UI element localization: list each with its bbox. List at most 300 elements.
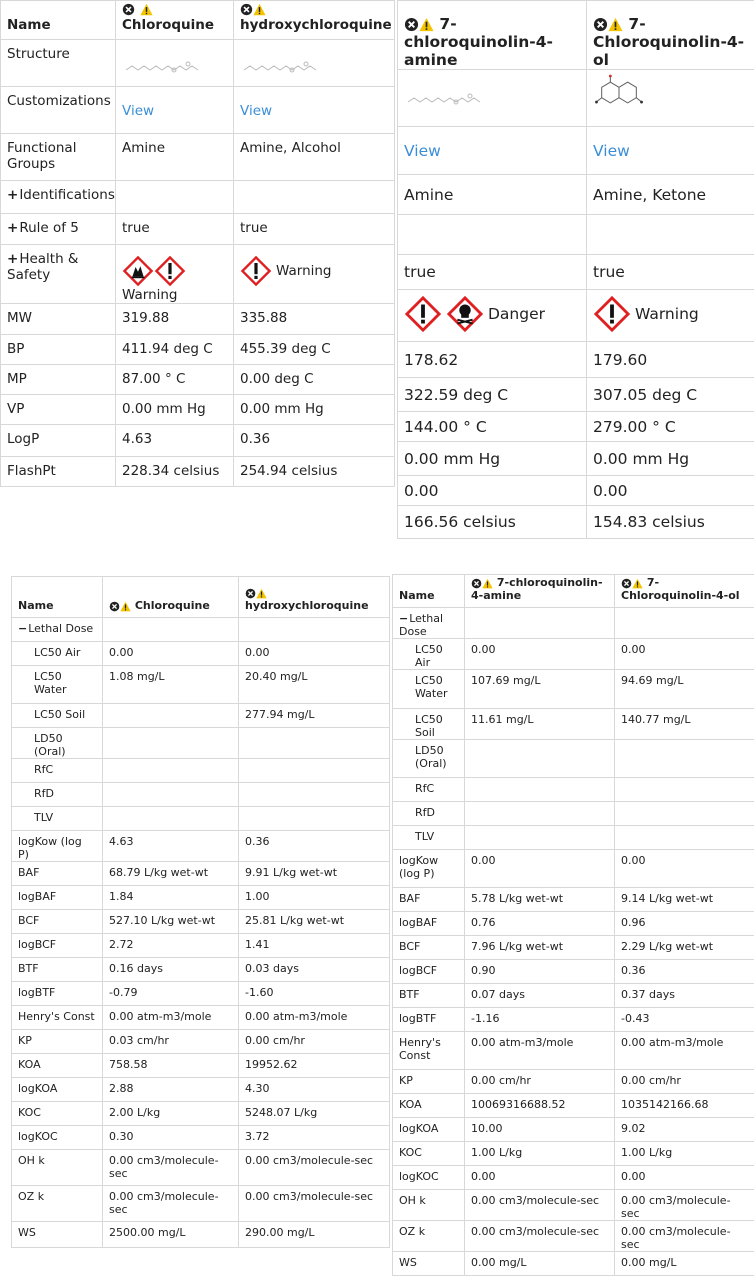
bottom-right-comparison-panel <box>392 574 754 1263</box>
value-cell <box>465 778 615 802</box>
value-cell <box>615 936 754 960</box>
value-cell <box>615 1221 754 1252</box>
value-cell <box>465 608 615 639</box>
value-cell <box>103 1186 239 1222</box>
row-label-cell-btf <box>393 984 465 1008</box>
value-cell <box>465 1221 615 1252</box>
value-cell <box>234 40 395 87</box>
value-cell-text: 0.00 cm3/molecule-sec <box>471 1225 599 1238</box>
value-cell-text: 758.58 <box>109 1058 148 1071</box>
value-cell <box>116 425 234 457</box>
value-cell <box>239 1006 390 1030</box>
table-row <box>1 365 395 395</box>
expand-toggle[interactable]: + <box>7 220 18 236</box>
compound-name: 7-Chloroquinolin-4-ol <box>621 576 740 602</box>
row-label-cell-koc <box>393 1142 465 1166</box>
table-row <box>393 936 754 960</box>
value-cell-text: 2500.00 mg/L <box>109 1226 186 1239</box>
remove-circle-icon[interactable] <box>621 578 632 589</box>
value-cell-text: Amine, Alcohol <box>240 140 341 156</box>
value-cell <box>615 1190 754 1221</box>
row-label-cell-logkow-log-p <box>393 850 465 888</box>
value-cell <box>587 442 754 476</box>
value-cell <box>116 335 234 365</box>
row-label: BCF <box>18 914 39 927</box>
value-cell <box>398 215 587 255</box>
table-row <box>12 728 390 759</box>
table-row <box>1 87 395 134</box>
value-cell <box>465 1118 615 1142</box>
table-row <box>12 1102 390 1126</box>
row-label: OZ k <box>399 1225 425 1238</box>
row-label: logBAF <box>399 916 437 929</box>
top-right-table <box>397 0 754 539</box>
table-row <box>12 862 390 886</box>
value-cell <box>239 807 390 831</box>
value-cell-text: 0.00 <box>404 482 439 500</box>
value-cell-text: 0.00 cm3/molecule-sec <box>471 1194 599 1207</box>
value-cell <box>465 670 615 709</box>
row-label-cell-koc <box>12 1102 103 1126</box>
value-cell <box>239 783 390 807</box>
bottom-left-comparison-panel <box>11 576 389 1257</box>
value-cell <box>103 1102 239 1126</box>
value-cell-text: 9.91 L/kg wet-wt <box>245 866 337 879</box>
value-cell-text: 11.61 mg/L <box>471 713 534 726</box>
value-cell-text: 178.62 <box>404 351 458 369</box>
value-cell <box>465 960 615 984</box>
compound-name: 7-chloroquinolin-4-amine <box>471 576 603 602</box>
table-row <box>12 666 390 704</box>
row-label-cell-logkoc <box>12 1126 103 1150</box>
value-cell-text: 20.40 mg/L <box>245 670 308 683</box>
value-cell-text: 2.72 <box>109 938 134 951</box>
value-cell-text: 0.03 cm/hr <box>109 1034 169 1047</box>
structure-image <box>593 74 645 118</box>
value-cell <box>116 214 234 245</box>
row-label: OH k <box>399 1194 426 1207</box>
value-cell-text: 0.00 cm/hr <box>621 1074 681 1087</box>
value-cell <box>398 127 587 175</box>
compound-name: 7-chloroquinolin-4-amine <box>404 15 553 69</box>
table-row <box>393 1221 754 1252</box>
table-row <box>1 335 395 365</box>
value-cell-text: 455.39 deg C <box>240 341 331 357</box>
value-cell-text: 0.00 cm3/molecule-sec <box>245 1154 373 1167</box>
value-cell <box>615 1008 754 1032</box>
table-row <box>1 425 395 457</box>
value-cell-text: 10.00 <box>471 1122 503 1135</box>
value-cell-text: -1.60 <box>245 986 273 999</box>
value-cell-text: 4.30 <box>245 1082 270 1095</box>
table-row <box>393 888 754 912</box>
value-cell-text: -1.16 <box>471 1012 499 1025</box>
value-cell <box>587 215 754 255</box>
value-cell-text: 107.69 mg/L <box>471 674 541 687</box>
row-label-cell-customizations <box>1 87 116 134</box>
row-label-cell-bcf <box>393 936 465 960</box>
value-cell <box>239 1054 390 1078</box>
value-cell <box>234 134 395 181</box>
value-cell-text: 0.37 days <box>621 988 675 1001</box>
row-label-cell-rule-of-5 <box>1 214 116 245</box>
row-label: RfD <box>415 806 435 819</box>
table-row <box>12 1054 390 1078</box>
table-row <box>393 1070 754 1094</box>
row-label-cell-vp <box>1 395 116 425</box>
name-header-cell <box>393 575 465 608</box>
table-row <box>12 1078 390 1102</box>
row-label-cell-logbcf <box>393 960 465 984</box>
value-cell-text: 0.00 <box>621 1170 646 1183</box>
row-label-cell-logp <box>1 425 116 457</box>
row-label: WS <box>399 1256 417 1269</box>
table-row <box>393 608 754 639</box>
value-cell <box>465 888 615 912</box>
value-cell <box>465 1142 615 1166</box>
value-cell <box>103 666 239 704</box>
value-cell-text: 527.10 L/kg wet-wt <box>109 914 215 927</box>
table-row <box>398 290 754 342</box>
value-cell <box>234 245 395 304</box>
expand-toggle[interactable]: + <box>7 251 18 267</box>
row-label: LD50 (Oral) <box>34 732 66 758</box>
table-row <box>393 670 754 709</box>
table-row <box>398 175 754 215</box>
row-label: OZ k <box>18 1190 44 1203</box>
value-cell <box>103 910 239 934</box>
value-cell-text: 0.00 <box>471 643 496 656</box>
signal-word: Warning <box>635 305 699 323</box>
row-label: KOC <box>399 1146 422 1159</box>
value-cell <box>398 175 587 215</box>
value-cell <box>116 181 234 214</box>
value-cell <box>615 670 754 709</box>
row-label: logKOC <box>18 1130 58 1143</box>
value-cell-text: 0.30 <box>109 1130 134 1143</box>
row-label: LC50 Water <box>415 674 448 700</box>
table-row <box>12 783 390 807</box>
value-cell <box>234 425 395 457</box>
value-cell <box>465 1190 615 1221</box>
row-label: logBAF <box>18 890 56 903</box>
structure-cell <box>398 70 587 127</box>
row-label-cell-logbtf <box>12 982 103 1006</box>
value-cell <box>239 1078 390 1102</box>
row-label: KOA <box>399 1098 422 1111</box>
value-cell <box>239 1222 390 1248</box>
row-label-cell-rfd <box>12 783 103 807</box>
table-row <box>393 1190 754 1221</box>
row-label: KP <box>399 1074 413 1087</box>
row-label: BTF <box>18 962 39 975</box>
value-cell-text: 9.14 L/kg wet-wt <box>621 892 713 905</box>
row-label: LD50 (Oral) <box>415 744 447 770</box>
value-cell <box>239 642 390 666</box>
table-row <box>398 378 754 412</box>
value-cell-text: 7.96 L/kg wet-wt <box>471 940 563 953</box>
remove-circle-icon[interactable] <box>471 578 482 589</box>
remove-circle-icon[interactable] <box>404 17 419 32</box>
collapse-toggle[interactable]: − <box>18 622 27 635</box>
row-label: Health & Safety <box>7 251 78 283</box>
warning-triangle-icon <box>482 578 493 589</box>
value-cell <box>587 290 754 342</box>
value-cell-text: 1.84 <box>109 890 134 903</box>
table-row <box>12 910 390 934</box>
table-row <box>393 639 754 670</box>
row-label-cell-ld50-oral <box>393 740 465 778</box>
value-cell <box>103 728 239 759</box>
value-cell-text: 9.02 <box>621 1122 646 1135</box>
table-row <box>1 134 395 181</box>
compound-header <box>103 577 239 618</box>
value-cell <box>398 476 587 506</box>
value-cell <box>116 457 234 487</box>
table-row <box>1 304 395 335</box>
table-row <box>393 1252 754 1276</box>
row-label-cell-health-safety <box>1 245 116 304</box>
row-label: logBTF <box>399 1012 436 1025</box>
remove-circle-icon[interactable] <box>593 17 608 32</box>
value-cell <box>239 1186 390 1222</box>
table-row <box>12 807 390 831</box>
row-label-cell-kp <box>12 1030 103 1054</box>
row-label-cell-oh-k <box>393 1190 465 1221</box>
value-cell-text: 2.29 L/kg wet-wt <box>621 940 713 953</box>
compound-header-chloroquine <box>116 1 234 40</box>
value-cell-text: 0.00 <box>471 1170 496 1183</box>
bottom-left-table <box>11 576 390 1248</box>
value-cell-text: 335.88 <box>240 310 287 326</box>
value-cell <box>615 826 754 850</box>
row-label: WS <box>18 1226 36 1239</box>
structure-image <box>404 88 484 108</box>
view-link[interactable]: View <box>240 103 272 119</box>
value-cell-text: 166.56 celsius <box>404 513 516 531</box>
name-header: Name <box>399 589 435 602</box>
row-label-cell-logkow-log-p <box>12 831 103 862</box>
remove-circle-icon[interactable] <box>245 588 256 599</box>
row-label: Functional Groups <box>7 140 76 172</box>
row-label-cell-ws <box>12 1222 103 1248</box>
expand-toggle[interactable]: + <box>7 187 18 203</box>
row-label: VP <box>7 401 24 417</box>
row-label: Customizations <box>7 93 111 109</box>
row-label: Henry's Const <box>399 1036 441 1062</box>
value-cell <box>239 1126 390 1150</box>
row-label: logKow (log P) <box>18 835 82 861</box>
value-cell-text: 0.96 <box>621 916 646 929</box>
value-cell-text: 140.77 mg/L <box>621 713 691 726</box>
value-cell <box>465 984 615 1008</box>
value-cell-text: 87.00 ° C <box>122 371 185 387</box>
value-cell-text: true <box>593 263 625 281</box>
row-label-cell-rfc <box>12 759 103 783</box>
warning-triangle-icon <box>253 3 266 16</box>
value-cell-text: 2.88 <box>109 1082 134 1095</box>
value-cell-text: 279.00 ° C <box>593 418 676 436</box>
value-cell <box>615 1118 754 1142</box>
value-cell-text: 0.00 mm Hg <box>122 401 206 417</box>
value-cell <box>615 639 754 670</box>
ghs-skull-icon <box>446 295 484 333</box>
table-row <box>12 958 390 982</box>
row-label: BAF <box>399 892 420 905</box>
value-cell <box>103 886 239 910</box>
warning-triangle-icon <box>608 17 623 32</box>
compound-name: hydroxychloroquine <box>245 599 369 612</box>
row-label: BAF <box>18 866 39 879</box>
value-cell-text: 1.00 L/kg <box>621 1146 672 1159</box>
value-cell-text: 319.88 <box>122 310 169 326</box>
table-row <box>393 1142 754 1166</box>
value-cell <box>465 1008 615 1032</box>
value-cell <box>234 365 395 395</box>
value-cell <box>398 378 587 412</box>
value-cell <box>103 807 239 831</box>
row-label: MP <box>7 371 27 387</box>
table-row <box>1 395 395 425</box>
value-cell <box>465 1166 615 1190</box>
table-row <box>1 214 395 245</box>
row-label: logKow (log P) <box>399 854 438 880</box>
value-cell <box>587 476 754 506</box>
value-cell <box>465 1070 615 1094</box>
row-label-cell-bp <box>1 335 116 365</box>
value-cell <box>398 255 587 290</box>
row-label: TLV <box>415 830 434 843</box>
table-row <box>12 831 390 862</box>
value-cell <box>615 1252 754 1276</box>
value-cell-text: 0.00 <box>471 854 496 867</box>
value-cell <box>239 1030 390 1054</box>
value-cell <box>239 1150 390 1186</box>
value-cell <box>587 255 754 290</box>
name-header-cell <box>12 577 103 618</box>
structure-image <box>122 56 202 76</box>
table-row <box>1 181 395 214</box>
value-cell-text: 94.69 mg/L <box>621 674 684 687</box>
row-label: KOA <box>18 1058 41 1071</box>
signal-word: Danger <box>488 305 545 323</box>
value-cell <box>465 1032 615 1070</box>
value-cell <box>103 704 239 728</box>
value-cell <box>103 1222 239 1248</box>
table-row <box>393 912 754 936</box>
row-label-cell-mw <box>1 304 116 335</box>
warning-triangle-icon <box>120 601 131 612</box>
remove-circle-icon[interactable] <box>122 3 135 16</box>
compound-header <box>465 575 615 608</box>
name-header: Name <box>18 599 54 612</box>
view-link[interactable]: View <box>593 142 630 160</box>
row-label-cell-ws <box>393 1252 465 1276</box>
value-cell <box>587 127 754 175</box>
value-cell-text: 228.34 celsius <box>122 463 219 479</box>
row-label: BCF <box>399 940 420 953</box>
value-cell <box>116 87 234 134</box>
compound-name: hydroxychloroquine <box>240 17 392 33</box>
value-cell <box>465 826 615 850</box>
value-cell-text: 68.79 L/kg wet-wt <box>109 866 208 879</box>
row-label: FlashPt <box>7 463 56 479</box>
view-link[interactable]: View <box>404 142 441 160</box>
table-row <box>398 127 754 175</box>
row-label-cell-logkoc <box>393 1166 465 1190</box>
row-label-cell-kp <box>393 1070 465 1094</box>
table-row <box>393 740 754 778</box>
row-label-cell-logbaf <box>12 886 103 910</box>
value-cell <box>239 666 390 704</box>
value-cell-text: 0.90 <box>471 964 496 977</box>
value-cell <box>587 378 754 412</box>
value-cell <box>239 759 390 783</box>
value-cell <box>587 412 754 442</box>
value-cell-text: 0.00 cm3/molecule-sec <box>109 1154 219 1180</box>
row-label-cell-structure <box>1 40 116 87</box>
row-label: LogP <box>7 431 39 447</box>
value-cell <box>239 862 390 886</box>
value-cell <box>234 87 395 134</box>
value-cell <box>465 850 615 888</box>
row-label: BP <box>7 341 24 357</box>
ghs-exclamation-icon <box>240 255 272 287</box>
view-link[interactable]: View <box>122 103 154 119</box>
value-cell <box>103 982 239 1006</box>
value-cell <box>234 335 395 365</box>
table-row <box>1 40 395 87</box>
value-cell-text: 0.00 mg/L <box>621 1256 677 1269</box>
value-cell <box>116 40 234 87</box>
value-cell <box>103 934 239 958</box>
value-cell <box>239 1102 390 1126</box>
row-label-cell-identifications <box>1 181 116 214</box>
value-cell <box>615 1166 754 1190</box>
value-cell <box>103 1078 239 1102</box>
name-header: Name <box>7 17 51 33</box>
value-cell-text: 0.00 atm-m3/mole <box>245 1010 347 1023</box>
compound-name: Chloroquine <box>135 599 210 612</box>
row-label-cell-lc50-water <box>12 666 103 704</box>
value-cell <box>587 506 754 539</box>
value-cell <box>239 704 390 728</box>
row-label-cell-lc50-soil <box>12 704 103 728</box>
table-row <box>12 1222 390 1248</box>
value-cell <box>615 1070 754 1094</box>
value-cell-text: 0.16 days <box>109 962 163 975</box>
value-cell <box>103 1030 239 1054</box>
value-cell <box>615 802 754 826</box>
value-cell <box>398 342 587 378</box>
value-cell-text: 411.94 deg C <box>122 341 213 357</box>
table-row <box>393 778 754 802</box>
collapse-toggle[interactable]: − <box>399 612 408 625</box>
row-label: TLV <box>34 811 53 824</box>
row-label-cell-koa <box>393 1094 465 1118</box>
table-row <box>393 960 754 984</box>
value-cell <box>234 181 395 214</box>
value-cell <box>239 982 390 1006</box>
row-label-cell-logbtf <box>393 1008 465 1032</box>
value-cell <box>103 759 239 783</box>
row-label-cell-mp <box>1 365 116 395</box>
table-row <box>393 802 754 826</box>
remove-circle-icon[interactable] <box>240 3 253 16</box>
value-cell <box>234 214 395 245</box>
remove-circle-icon[interactable] <box>109 601 120 612</box>
table-row <box>393 1008 754 1032</box>
